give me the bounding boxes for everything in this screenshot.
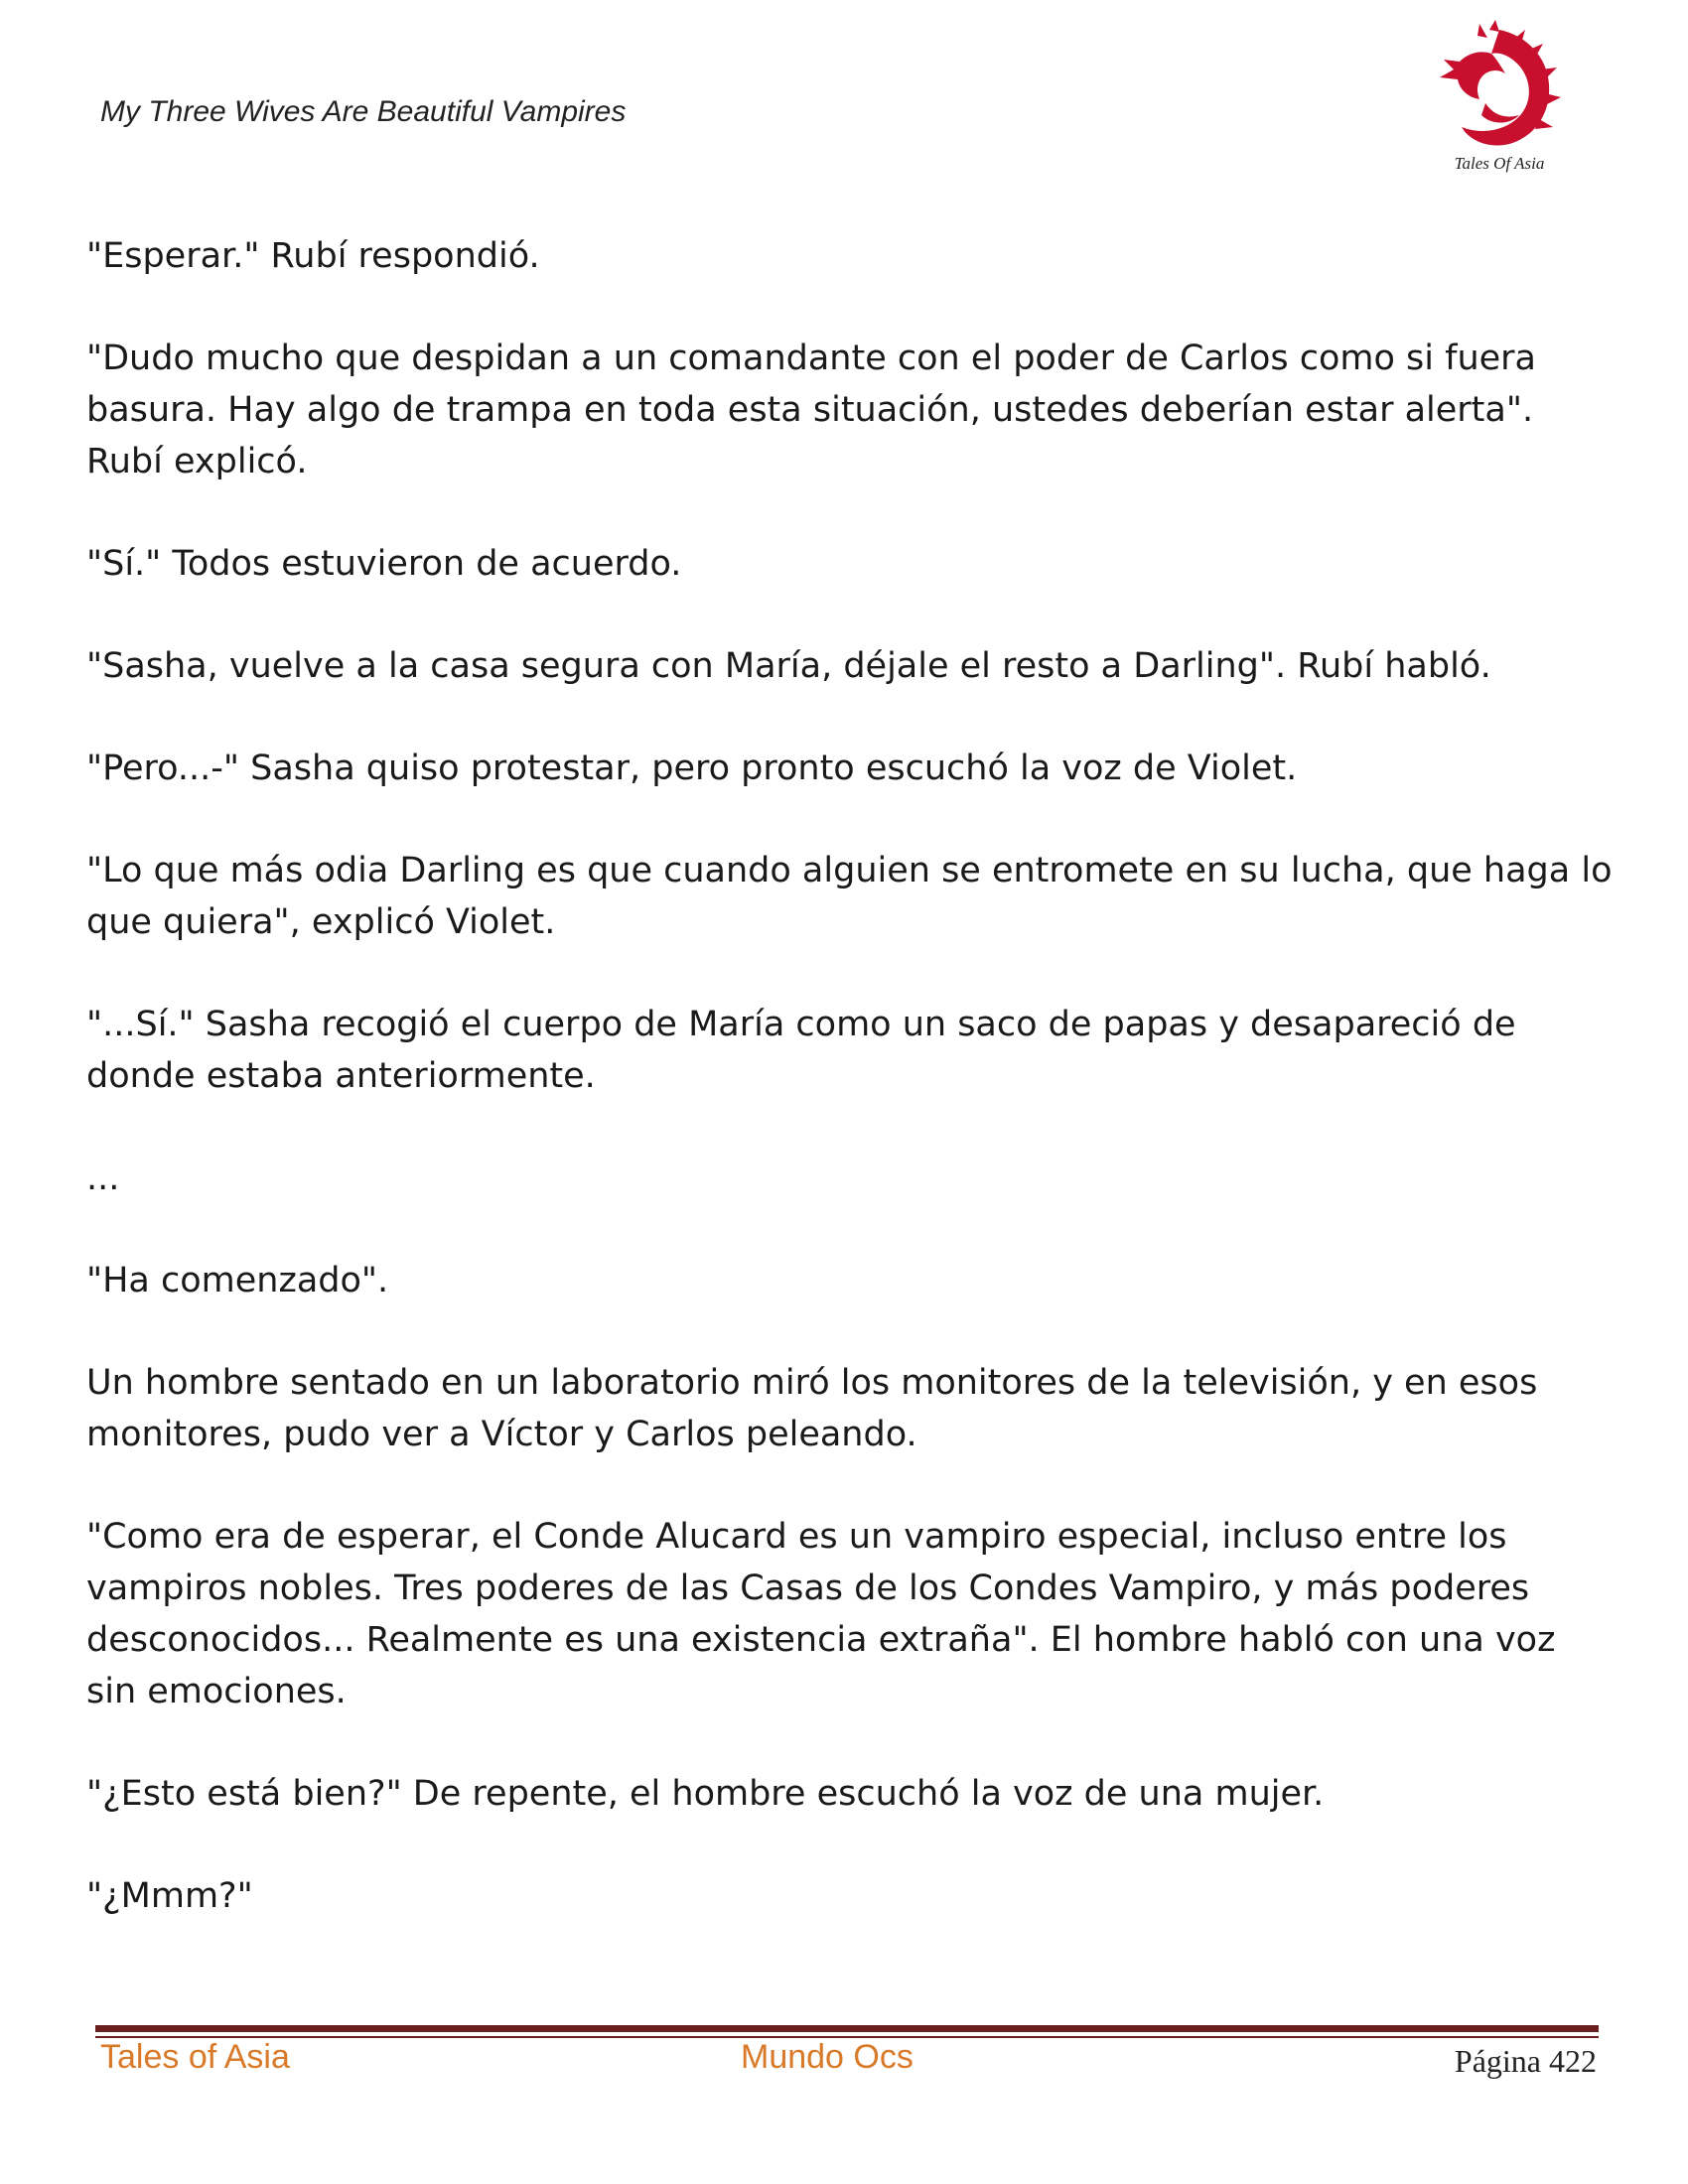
svg-text:Tales Of Asia: Tales Of Asia bbox=[1454, 154, 1545, 173]
paragraph: "¿Mmm?" bbox=[86, 1876, 253, 1916]
footer-publisher: Tales of Asia bbox=[100, 2038, 290, 2076]
paragraph: "¿Esto está bien?" De repente, el hombre escuchó la voz de una mujer. bbox=[86, 1774, 1325, 1814]
tales-of-asia-logo bbox=[1430, 20, 1569, 184]
paragraph: "...Sí." Sasha recogió el cuerpo de María como un saco de papas y desapareció de donde estaba anteriormente. bbox=[86, 1005, 1516, 1096]
dragon-icon bbox=[1430, 20, 1569, 184]
book-title: My Three Wives Are Beautiful Vampires bbox=[100, 95, 627, 128]
chapter-body bbox=[86, 230, 1616, 1973]
paragraph: "Ha comenzado". bbox=[86, 1261, 389, 1300]
paragraph: "Sasha, vuelve a la casa segura con María, déjale el resto a Darling". Rubí habló. bbox=[86, 646, 1491, 686]
paragraph: "Pero...-" Sasha quiso protestar, pero pronto escuchó la voz de Violet. bbox=[86, 749, 1298, 788]
footer-divider bbox=[95, 2025, 1599, 2032]
paragraph: "Esperar." Rubí respondió. bbox=[86, 236, 540, 276]
paragraph: "Dudo mucho que despidan a un comandante con el poder de Carlos como si fuera basura. Hay algo de trampa en toda esta situación, ustedes deberían estar alerta". Rubí explicó. bbox=[86, 339, 1537, 481]
paragraph: "Como era de esperar, el Conde Alucard es un vampiro especial, incluso entre los vampiros nobles. Tres poderes de las Casas de los Condes Vampiro, y más poderes desconocidos... Realmente es una existencia extraña". El hombre habló con una voz sin emociones. bbox=[86, 1517, 1556, 1711]
footer-section: Mundo Ocs bbox=[741, 2038, 914, 2076]
paragraph: "Lo que más odia Darling es que cuando alguien se entromete en su lucha, que haga lo que quiera", explicó Violet. bbox=[86, 851, 1613, 942]
page-number: Página 422 bbox=[1454, 2043, 1597, 2079]
scene-break: ... bbox=[86, 1159, 120, 1198]
paragraph: "Sí." Todos estuvieron de acuerdo. bbox=[86, 544, 682, 584]
paragraph: Un hombre sentado en un laboratorio miró los monitores de la televisión, y en esos monitores, pudo ver a Víctor y Carlos peleando. bbox=[86, 1363, 1538, 1454]
